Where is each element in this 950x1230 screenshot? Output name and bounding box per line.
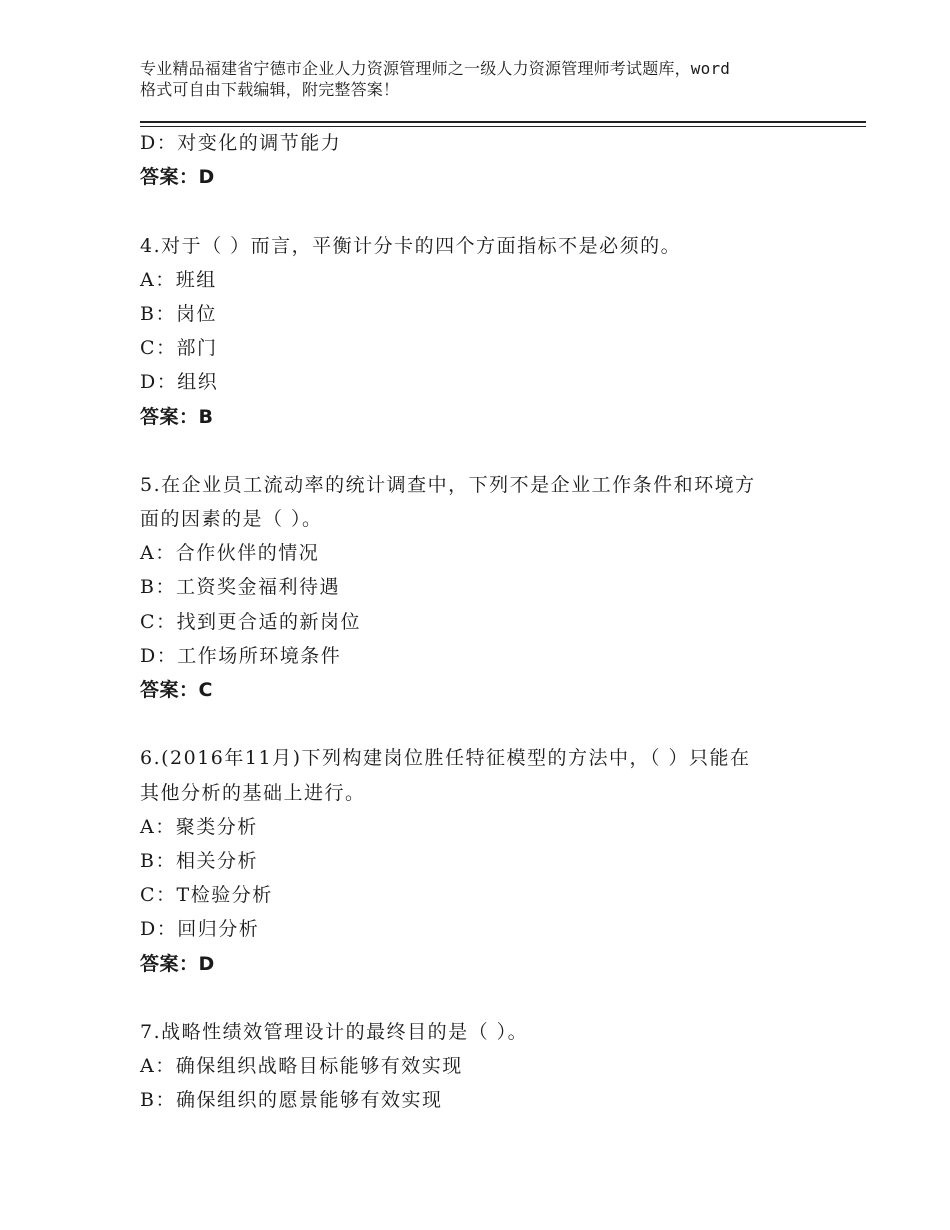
option-d: D：对变化的调节能力 — [140, 132, 342, 154]
header-divider-thick — [140, 121, 866, 123]
header-line-1: 专业精品福建省宁德市企业人力资源管理师之一级人力资源管理师考试题库，word — [140, 59, 731, 78]
spacer — [140, 434, 820, 468]
header-line-2: 格式可自由下载编辑，附完整答案！ — [140, 80, 400, 99]
option-b: B：工资奖金福利待遇 — [140, 576, 340, 599]
question-6 — [140, 741, 820, 980]
option-d: D：工作场所环境条件 — [140, 644, 342, 667]
answer-line: 答案：B — [140, 405, 214, 428]
option-a: A：合作伙伴的情况 — [140, 542, 320, 565]
option-a: A：班组 — [140, 268, 217, 291]
question-text-cont: 面的因素的是（ ）。 — [140, 508, 323, 531]
question-text: 5.在企业员工流动率的统计调查中，下列不是企业工作条件和环境方 — [140, 473, 756, 496]
question-list — [140, 126, 820, 1117]
answer-line: 答案：D — [140, 166, 215, 189]
option-a: A：确保组织战略目标能够有效实现 — [140, 1055, 463, 1078]
question-text: 7.战略性绩效管理设计的最终目的是（ ）。 — [140, 1020, 529, 1043]
option-c: C：T检验分析 — [140, 884, 273, 907]
option-a: A：聚类分析 — [140, 815, 258, 838]
option-c: C：找到更合适的新岗位 — [140, 610, 362, 633]
question-7 — [140, 1015, 820, 1118]
answer-line: 答案：C — [140, 679, 213, 701]
document-header — [140, 58, 840, 100]
question-text: 6.(2016年11月)下列构建岗位胜任特征模型的方法中，（ ）只能在 — [140, 747, 751, 770]
spacer — [140, 707, 820, 741]
option-b: B：岗位 — [140, 302, 217, 325]
option-b: B：相关分析 — [140, 849, 258, 872]
option-d: D：组织 — [140, 371, 219, 394]
spacer — [140, 981, 820, 1015]
question-text-cont: 其他分析的基础上进行。 — [140, 781, 366, 804]
question-text: 4.对于（ ）而言，平衡计分卡的四个方面指标不是必须的。 — [140, 234, 682, 257]
answer-line: 答案：D — [140, 952, 215, 975]
spacer — [140, 194, 820, 228]
option-c: C：部门 — [140, 337, 218, 360]
question-4 — [140, 229, 820, 434]
option-d: D：回归分析 — [140, 918, 260, 941]
option-b: B：确保组织的愿景能够有效实现 — [140, 1089, 443, 1112]
question-5 — [140, 468, 820, 707]
